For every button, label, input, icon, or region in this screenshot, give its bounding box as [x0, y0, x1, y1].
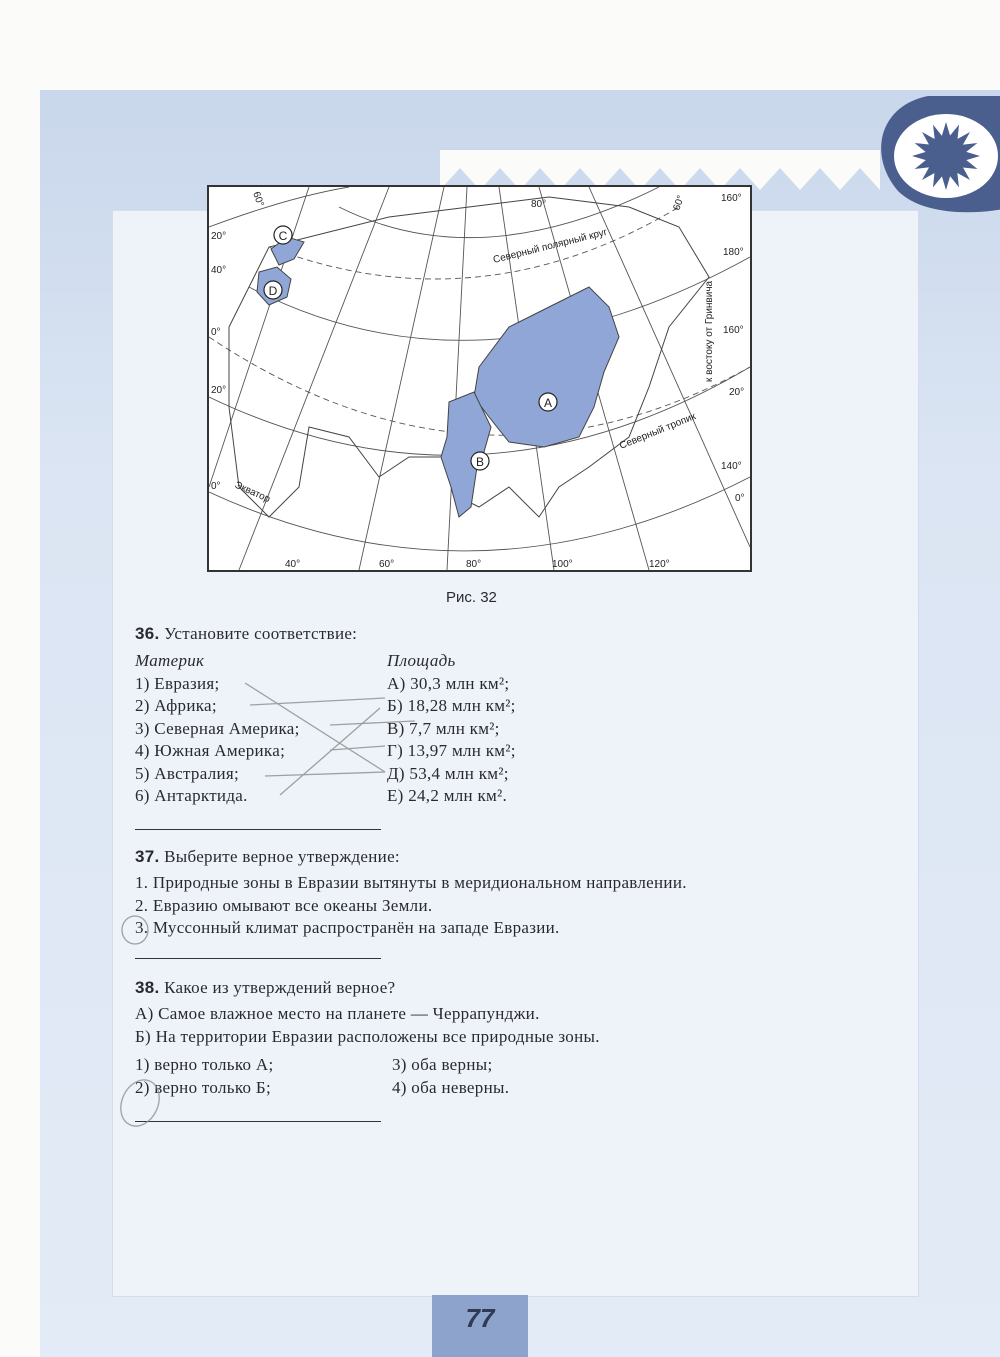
q37-option: 2. Евразию омывают все океаны Земли.: [135, 895, 433, 915]
arctic-circle-label: Северный полярный круг: [492, 226, 609, 266]
lon-label: 60°: [379, 559, 395, 570]
q38-statement: А) Самое влажное место на планете — Черрапунджи.: [135, 1004, 540, 1023]
right-label: 180°: [723, 247, 744, 258]
q37-option: 3. Муссонный климат распространён на западе Евразии.: [135, 918, 560, 937]
zigzag-decoration: [440, 150, 880, 190]
continent-item: 3) Северная Америка;: [135, 718, 300, 738]
top-label: 60°: [250, 190, 266, 209]
star-emblem-icon: [868, 96, 1000, 216]
page-number: 77: [432, 1295, 528, 1357]
top-label: 60°: [671, 194, 687, 213]
area-item: Е) 24,2 млн км².: [387, 786, 508, 805]
lon-label: 100°: [552, 559, 573, 570]
q38-options-left: [135, 1054, 274, 1099]
q37-title: [135, 846, 400, 869]
q38-title: [135, 977, 395, 1000]
area-item: Б) 18,28 млн км²;: [387, 696, 516, 715]
continent-item: 4) Южная Америка;: [135, 741, 286, 760]
q37-option: 1. Природные зоны в Евразии вытянуты в меридиональном направлении.: [135, 873, 687, 892]
q36-right-column: [387, 650, 516, 808]
q37-prompt: Выберите верное утверждение:: [164, 847, 400, 866]
q37-answer-line[interactable]: [135, 958, 381, 959]
eurasia-map: [207, 185, 752, 572]
right-label: 20°: [729, 387, 745, 398]
q36-answer-line[interactable]: [135, 829, 381, 830]
continent-item: 6) Антарктида.: [135, 786, 248, 805]
area-item: Д) 53,4 млн км²;: [387, 763, 509, 783]
q37-number: 37.: [135, 847, 160, 866]
top-label: 80°: [531, 199, 547, 210]
right-header: Площадь: [387, 651, 456, 670]
lat-label: 20°: [211, 385, 227, 396]
tropic-label: Северный тропик: [618, 411, 698, 452]
right-label: 0°: [735, 493, 745, 504]
figure-caption: Рис. 32: [446, 589, 497, 606]
q38-options-right: [392, 1054, 509, 1099]
q38-option: 4) оба неверны.: [392, 1077, 510, 1097]
lon-label: 80°: [466, 559, 482, 570]
area-item: Г) 13,97 млн км²;: [387, 741, 516, 760]
continent-item: 2) Африка;: [135, 696, 217, 715]
q36-number: 36.: [135, 624, 160, 643]
q38-statement: Б) На территории Евразии расположены все природные зоны.: [135, 1026, 600, 1046]
q38-prompt: Какое из утверждений верное?: [164, 978, 396, 997]
equator-label: Экватор: [232, 479, 272, 506]
q36-title: [135, 623, 357, 646]
q38-option: 1) верно только А;: [135, 1055, 274, 1074]
q38-number: 38.: [135, 978, 160, 997]
area-item: А) 30,3 млн км²;: [387, 673, 510, 693]
left-header: Материк: [135, 651, 205, 670]
marker-b: B: [475, 455, 485, 469]
lon-label: 120°: [649, 559, 670, 570]
lon-label: 40°: [285, 559, 301, 570]
q36-prompt: Установите соответствие:: [164, 624, 358, 643]
q37-options: [135, 872, 687, 940]
marker-d: D: [268, 284, 278, 298]
lat-label: 0°: [211, 327, 221, 338]
top-label: 160°: [721, 193, 742, 204]
right-label: 160°: [723, 325, 744, 336]
area-item: В) 7,7 млн км²;: [387, 718, 500, 738]
continent-item: 1) Евразия;: [135, 673, 220, 693]
east-of-greenwich-label: к востоку от Гринвича: [704, 280, 715, 382]
lat-label: 20°: [211, 231, 227, 242]
q38-statements: [135, 1003, 600, 1048]
q38-option: 2) верно только Б;: [135, 1077, 271, 1097]
q38-option: 3) оба верны;: [392, 1055, 493, 1074]
marker-c: C: [278, 229, 288, 243]
continent-item: 5) Австралия;: [135, 763, 240, 783]
q38-answer-line[interactable]: [135, 1121, 381, 1122]
q36-left-column: [135, 650, 300, 808]
lat-label: 0°: [211, 481, 221, 492]
lat-label: 40°: [211, 265, 227, 276]
right-label: 140°: [721, 461, 742, 472]
marker-a: A: [543, 396, 553, 410]
